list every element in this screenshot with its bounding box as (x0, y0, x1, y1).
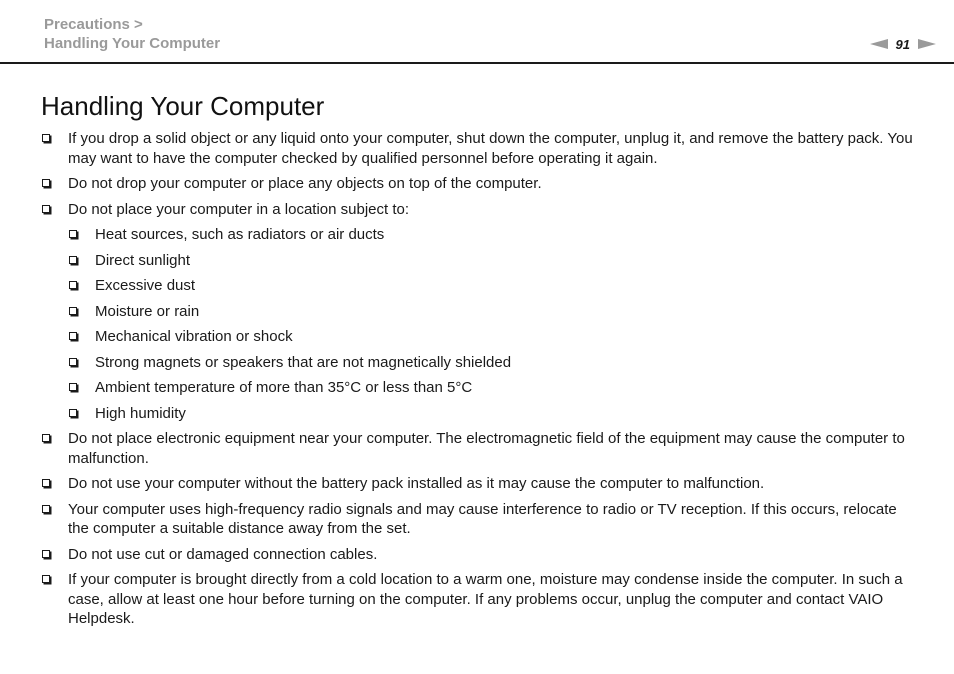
breadcrumb (44, 15, 220, 53)
breadcrumb-parent-link[interactable]: Precautions > (44, 16, 143, 33)
page-number: 91 (895, 36, 910, 52)
sub-list-item (67, 353, 920, 373)
list-item-text: If you drop a solid object or any liquid onto your computer, shut down the computer, unplug it, and remove the battery pack. You may want to have the computer checked by qualified personnel before operating it again. (68, 130, 913, 167)
list-item-text: Your computer uses high-frequency radio signals and may cause interference to radio or TV reception. If this occurs, relocate the computer a suitable distance away from the set. (68, 500, 897, 537)
list-item (40, 429, 920, 468)
pager (870, 36, 936, 52)
checkbox-bullet-icon (42, 505, 50, 513)
list-item-text: Do not drop your computer or place any objects on top of the computer. (68, 175, 542, 192)
list-item (40, 129, 920, 168)
checkbox-bullet-icon (42, 550, 50, 558)
checkbox-bullet-icon (42, 134, 50, 142)
list-item (40, 545, 920, 565)
checkbox-bullet-icon (69, 256, 77, 264)
checkbox-bullet-icon (69, 358, 77, 366)
sub-list-item (67, 404, 920, 424)
list-item-text: Direct sunlight (95, 251, 191, 269)
list-item-text: Strong magnets or speakers that are not magnetically shielded (95, 353, 512, 371)
sub-list-item (67, 251, 920, 271)
list-item-text: High humidity (95, 404, 186, 422)
list-item (40, 570, 920, 629)
checkbox-bullet-icon (69, 281, 77, 289)
checkbox-bullet-icon (69, 409, 77, 417)
sub-list-item (67, 378, 920, 398)
list-item-text: Moisture or rain (95, 302, 200, 320)
list-item-text: Do not place electronic equipment near your computer. The electromagnetic field of the equipment may cause the computer to malfunction. (68, 430, 905, 467)
list-item-text: Do not use your computer without the battery pack installed as it may cause the computer to malfunction. (68, 475, 765, 492)
sub-list-item (67, 276, 920, 296)
next-page-icon[interactable] (918, 39, 936, 49)
page-title: Handling Your Computer (41, 91, 325, 121)
checkbox-bullet-icon (69, 383, 77, 391)
checkbox-bullet-icon (42, 575, 50, 583)
list-item-text: Heat sources, such as radiators or air ducts (95, 226, 385, 243)
checkbox-bullet-icon (69, 332, 77, 340)
list-item (40, 174, 920, 194)
list-item-text: Do not place your computer in a location subject to: (68, 200, 410, 218)
list-item (40, 474, 920, 494)
checkbox-bullet-icon (42, 179, 50, 187)
sub-list-item (67, 225, 920, 245)
checkbox-bullet-icon (42, 205, 50, 213)
sub-list-item (67, 327, 920, 347)
previous-page-icon[interactable] (870, 39, 888, 49)
list-item-text: Mechanical vibration or shock (95, 328, 293, 345)
list-item (40, 200, 920, 220)
precautions-list (40, 129, 920, 635)
list-item-text: Do not use cut or damaged connection cables. (68, 545, 378, 563)
breadcrumb-current: Handling Your Computer (44, 35, 221, 52)
sub-list-item (67, 302, 920, 322)
list-item-text: Excessive dust (95, 277, 196, 294)
page-header (0, 0, 954, 64)
list-item-text: Ambient temperature of more than 35°C or less than 5°C (95, 379, 473, 396)
checkbox-bullet-icon (42, 479, 50, 487)
checkbox-bullet-icon (69, 230, 77, 238)
checkbox-bullet-icon (69, 307, 77, 315)
list-item-text: If your computer is brought directly from a cold location to a warm one, moisture may condense inside the computer. In such a case, allow at least one hour before turning on the computer. If any problems occur, unplug the computer and contact VAIO Helpdesk. (68, 571, 903, 627)
list-item (40, 500, 920, 539)
checkbox-bullet-icon (42, 434, 50, 442)
